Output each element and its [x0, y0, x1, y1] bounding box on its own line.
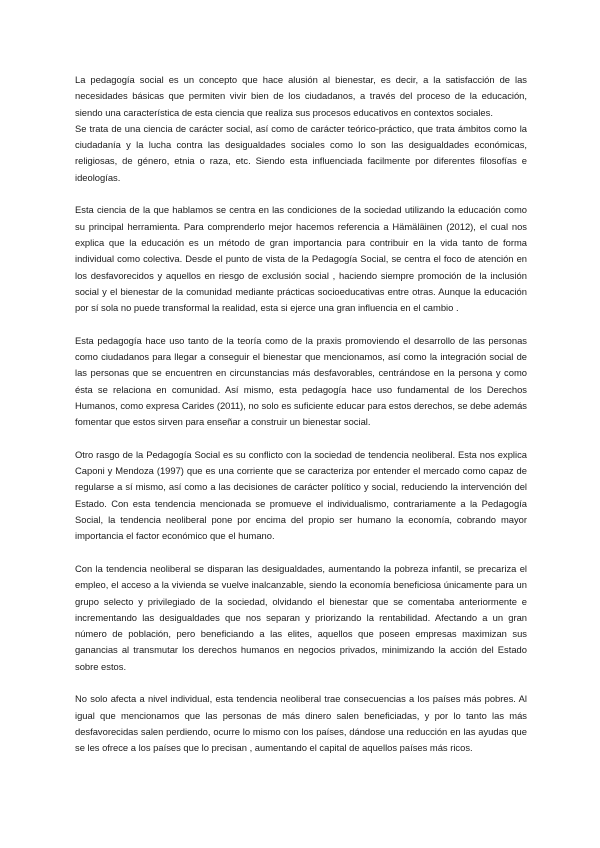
paragraph-1	[75, 72, 527, 186]
paragraph-text: La pedagogía social es un concepto que hace alusión al bienestar, es decir, a la satisfacción de las necesidades básicas que permiten vivir bien de los ciudadanos, a través del proceso de la educación, siendo una característica de esta ciencia que realiza sus procesos educativos en contextos sociales.	[75, 74, 527, 118]
paragraph-5	[75, 561, 527, 675]
paragraph-text: Esta pedagogía hace uso tanto de la teoría como de la praxis promoviendo el desarrollo de las personas como ciudadanos para llegar a conseguir el bienestar que mencionamos, así como la integración social de las personas que se encuentren en circunstancias más desfavorables, centrándose en la persona y como ésta se relaciona en comunidad. Así mismo, esta pedagogía hace uso fundamental de los Derechos Humanos, como expresa Carides (2011), no solo es suficiente educar para estos derechos, se debe además fomentar que estos sirven para enseñar a construir un bienestar social.	[75, 334, 527, 428]
paragraph-6	[75, 691, 527, 756]
paragraph-text: Esta ciencia de la que hablamos se centra en las condiciones de la sociedad utilizando la educación como su principal herramienta. Para comprenderlo mejor hacemos referencia a Hämäläinen (2012), el cual nos explica que la educación es un método de gran importancia para contribuir en la vida tanto de forma individual como colectiva. Desde el punto de vista de la Pedagogía Social, se centra el foco de atención en los desfavorecidos y aquellos en riesgo de exclusión social , haciendo siempre promoción de la inclusión social y el bienestar de la comunidad mediante prácticas socioeducativas entre otras. Aunque la educación por sí sola no puede transformal la realidad, esta si ejerce una gran influencia en el cambio .	[75, 204, 527, 314]
paragraph-2	[75, 202, 527, 316]
paragraph-text: No solo afecta a nivel individual, esta tendencia neoliberal trae consecuencias a los países más pobres. Al igual que mencionamos que las personas de más dinero salen beneficiadas, y por lo tanto las más desfavorecidas salen perdiendo, ocurre lo mismo con los países, dándose una reducción en las ayudas que se les ofrece a los países que lo precisan , aumentando el capital de aquellos países más ricos.	[75, 693, 527, 754]
paragraph-text: Se trata de una ciencia de carácter social, así como de carácter teórico-práctico, que trata ámbitos como la ciudadanía y la lucha contra las desigualdades sociales como lo son las desigualdades económicas, religiosas, de género, etnia o raza, etc. Siendo esta influenciada facilmente por diferentes filosofías e ideologías.	[75, 122, 527, 183]
paragraph-text: Con la tendencia neoliberal se disparan las desigualdades, aumentando la pobreza infantil, se precariza el empleo, el acceso a la vivienda se vuelve inalcanzable, siendo la economía beneficiosa únicamente para un grupo selecto y privilegiado de la sociedad, olvidando el bienestar que se comentaba anteriormente e incrementando las desigualdades que nos separan y priorizando la rentabilidad. Afectando a un gran número de población, pero beneficiando a las elites, aquellos que poseen empresas maximizan sus ganancias al transmutar los derechos humanos en negocios privados, minimizando la acción del Estado sobre estos.	[75, 562, 527, 672]
paragraph-text: Otro rasgo de la Pedagogía Social es su conflicto con la sociedad de tendencia neoliberal. Esta nos explica Caponi y Mendoza (1997) que es una corriente que se caracteriza por entender el mercado como capaz de regularse a sí mismo, así como a las decisiones de carácter político y social, reduciendo la intervención del Estado. Con esta tendencia mencionada se promueve el individualismo, contrariamente a la Pedagogía Social, la tendencia neoliberal pone por encima del propio ser humano la economía, cobrando mayor importancia el factor económico que el humano.	[75, 448, 527, 542]
paragraph-4	[75, 447, 527, 545]
paragraph-3	[75, 333, 527, 431]
